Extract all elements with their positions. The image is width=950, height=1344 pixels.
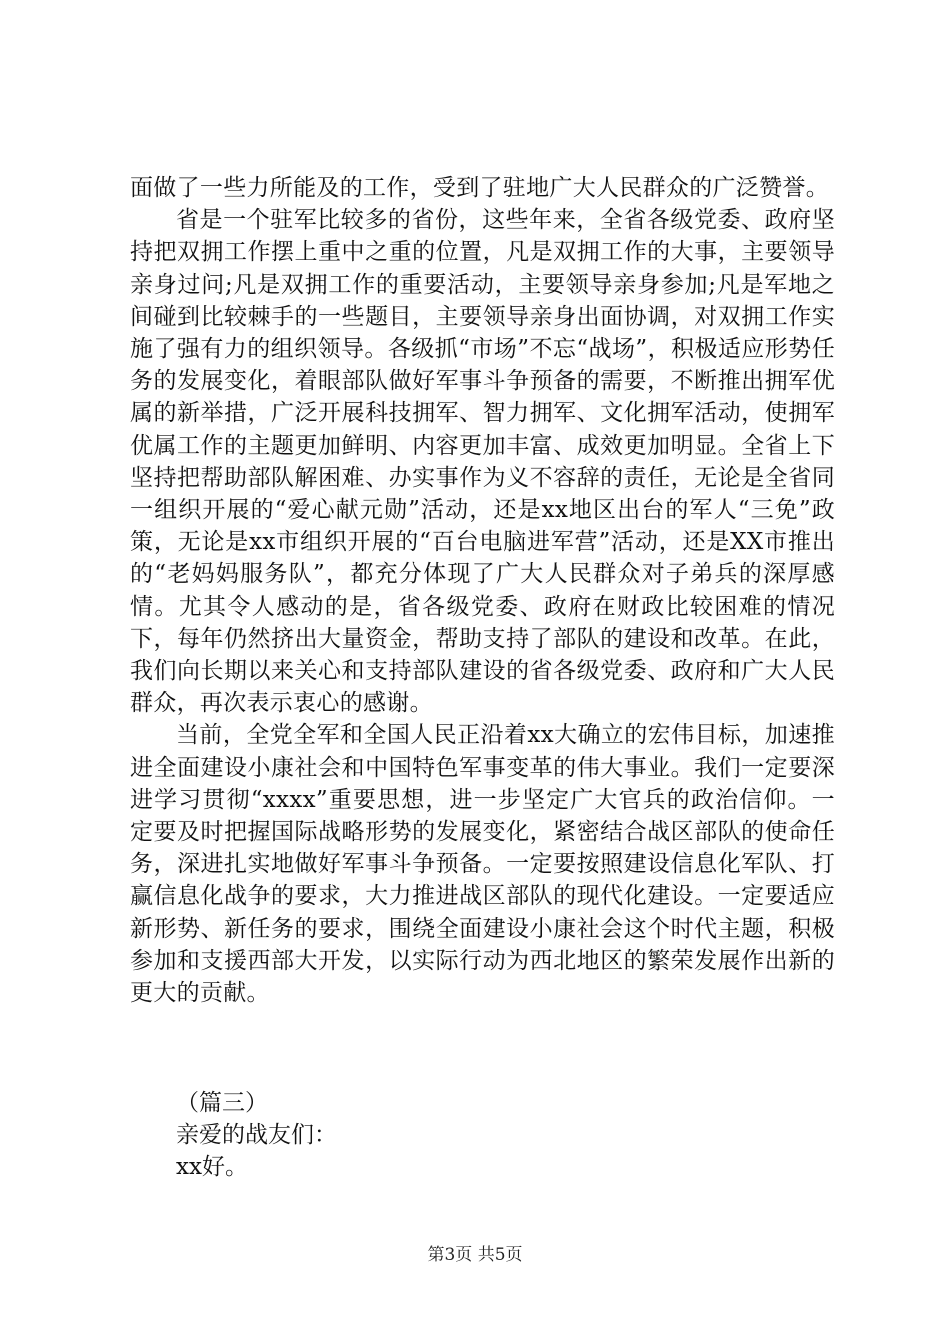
document-body [130,172,835,1009]
paragraph-continuation: 面做了一些力所能及的工作，受到了驻地广大人民群众的广泛赞誉。 [130,175,829,201]
greeting: xx好。 [176,1154,248,1180]
salutation: 亲爱的战友们： [176,1122,337,1148]
paragraph-support-work: 省是一个驻军比较多的省份，这些年来，全省各级党委、政府坚持把双拥工作摆上重中之重的位置，凡是双拥工作的大事，主要领导亲身过问;凡是双拥工作的重要活动，主要领导亲身参加;凡是军地之间碰到比较棘手的一些题目，主要领导亲身出面协调，对双拥工作实施了强有力的组织领导。各级抓“市场”不忘“战场”，积极适应形势任务的发展变化，着眼部队做好军事斗争预备的需要，不断推出拥军优属的新举措，广泛开展科技拥军、智力拥军、文化拥军活动，使拥军优属工作的主题更加鲜明、内容更加丰富、成效更加明显。全省上下坚持把帮助部队解困难、办实事作为义不容辞的责任，无论是全省同一组织开展的“爱心献元勋”活动，还是xx地区出台的军人“三免”政策，无论是xx市组织开展的“百台电脑进军营”活动，还是XX市推出的“老妈妈服务队”，都充分体现了广大人民群众对子弟兵的深厚感情。尤其令人感动的是，省各级党委、政府在财政比较困难的情况下，每年仍然挤出大量资金，帮助支持了部队的建设和改革。在此，我们向长期以来关心和支持部队建设的省各级党委、政府和广大人民群众，再次表示衷心的感谢。 [130,207,835,717]
section-heading: （篇三） [176,1090,268,1116]
paragraph-current-tasks: 当前，全党全军和全国人民正沿着xx大确立的宏伟目标，加速推进全面建设小康社会和中国特色军事变革的伟大事业。我们一定要深进学习贯彻“xxxx”重要思想，进一步坚定广大官兵的政治信仰。一定要及时把握国际战略形势的发展变化，紧密结合战区部队的使命任务，深进扎实地做好军事斗争预备。一定要按照建设信息化军队、打赢信息化战争的要求，大力推进战区部队的现代化建设。一定要适应新形势、新任务的要求，围绕全面建设小康社会这个时代主题，积极参加和支援西部大开发，以实际行动为西北地区的繁荣发展作出新的更大的贡献。 [130,722,835,1007]
section-three-opening [176,1087,337,1183]
page-number-footer: 第3页 共5页 [427,1245,523,1265]
